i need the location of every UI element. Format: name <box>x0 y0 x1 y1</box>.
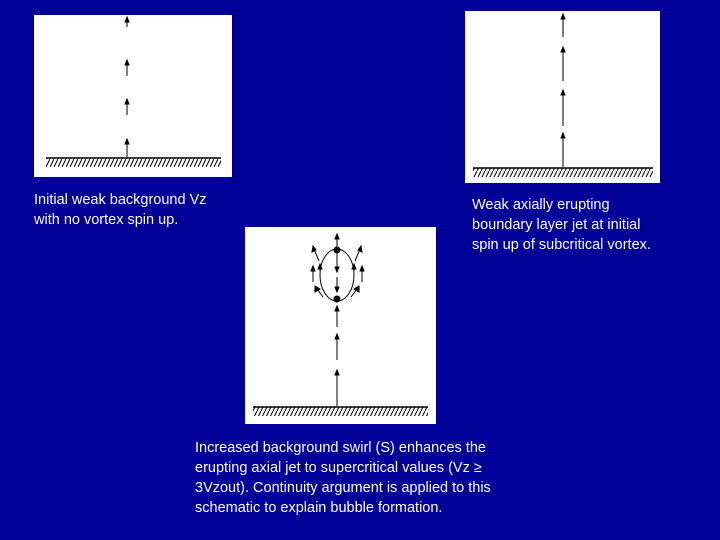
caption-subcritical: Weak axially erupting boundary layer jet at initial spin up of subcritical vortex. <box>472 197 651 253</box>
upward-arrow-icon <box>125 17 129 157</box>
ground-hatch-icon <box>253 407 428 416</box>
ground-hatch-icon <box>473 168 653 177</box>
caption-supercritical: Increased background swirl (S) enhances the erupting axial jet to supercritical values (Vz ≥ 3Vzout). Continuity argument is applied to this schematic to explain bubble formation. <box>195 440 491 516</box>
diagram-supercritical-svg <box>245 227 436 424</box>
upward-arrow-icon <box>561 14 565 167</box>
diagram-panel-supercritical <box>245 227 436 424</box>
caption-initial: Initial weak background Vz with no vortex spin up. <box>34 192 207 228</box>
diagram-initial-svg <box>34 15 232 177</box>
diagram-panel-initial <box>34 15 232 177</box>
diagram-subcritical-svg <box>465 11 660 183</box>
diagram-panel-subcritical <box>465 11 660 183</box>
ground-hatch-icon <box>46 158 221 167</box>
